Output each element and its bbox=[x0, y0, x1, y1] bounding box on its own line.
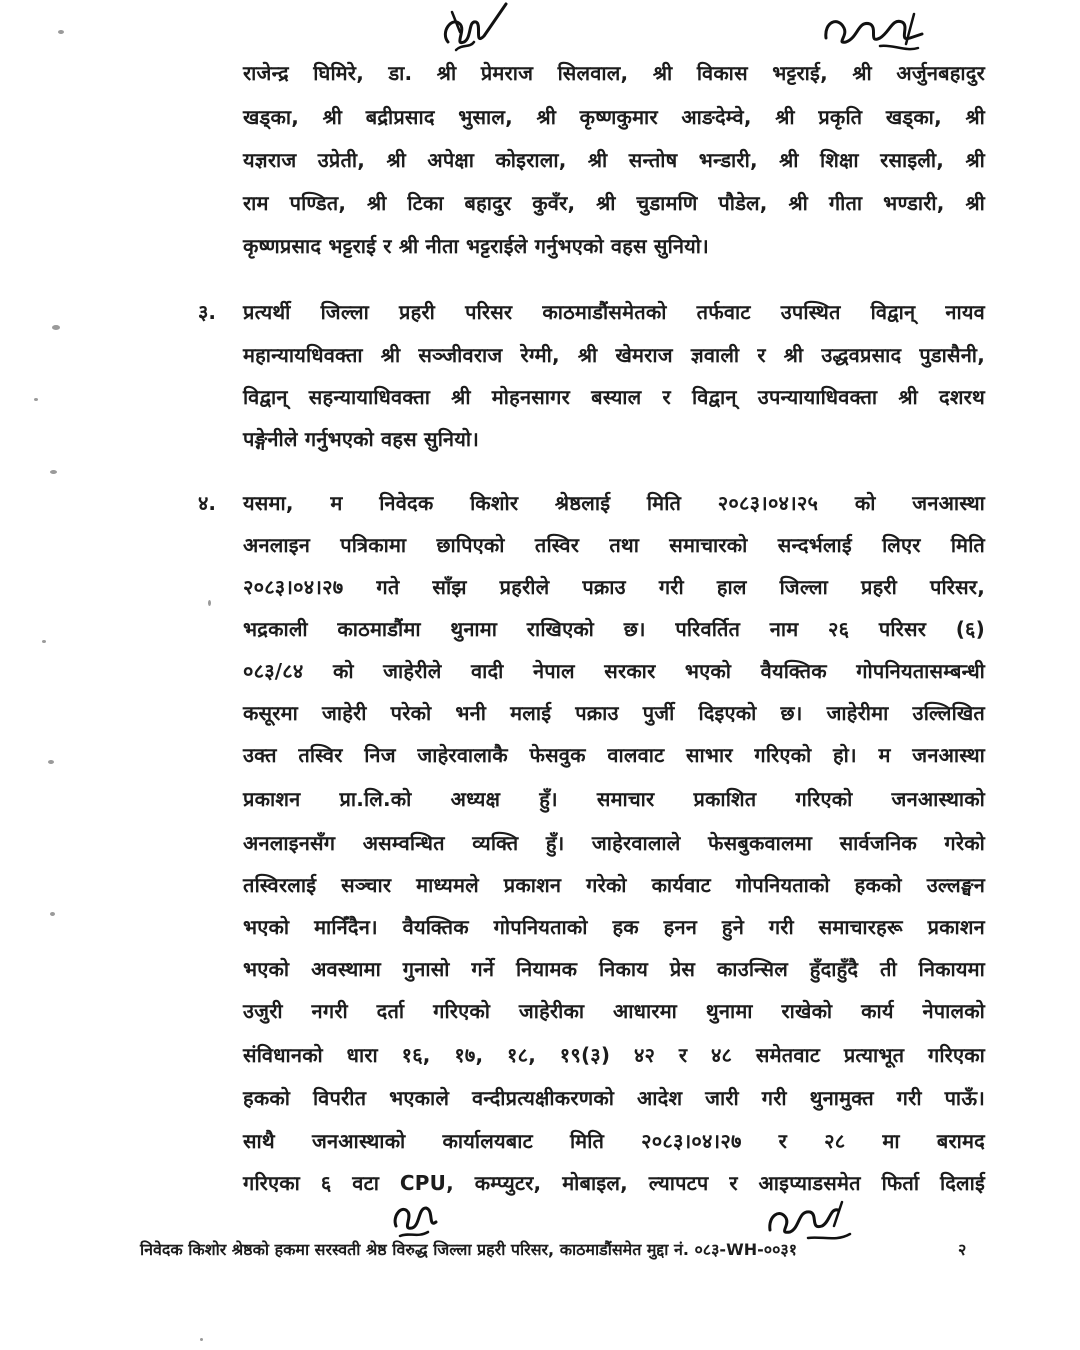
text-line: तस्विरलाई सञ्चार माध्यमले प्रकाशन गरेको कार्यवाट गोपनियताको हकको उल्लङ्घन bbox=[243, 873, 985, 897]
text-line: खड्का, श्री बद्रीप्रसाद भुसाल, श्री कृष्णकुमार आङदेम्वे, श्री प्रकृति खड्का, श्री bbox=[243, 105, 985, 129]
text-line: ०८३/८४ को जाहेरीले वादी नेपाल सरकार भएको वैयक्तिक गोपनियतासम्बन्धी bbox=[243, 659, 985, 683]
text-line: प्रत्यर्थी जिल्ला प्रहरी परिसर काठमाडौंसमेतको तर्फवाट उपस्थित विद्वान् नायव bbox=[243, 300, 985, 324]
text-line: भएको मानिँदैन। वैयक्तिक गोपनियताको हक हनन हुने गरी समाचारहरू प्रकाशन bbox=[243, 915, 985, 939]
text-line: हकको विपरीत भएकाले वन्दीप्रत्यक्षीकरणको आदेश जारी गरी थुनामुक्त गरी पाऊँ। bbox=[243, 1086, 985, 1110]
text-line: कसूरमा जाहेरी परेको भनी मलाई पक्राउ पुर्जी दिइएको छ। जाहेरीमा उल्लिखित bbox=[243, 701, 985, 725]
text-line: राम पण्डित, श्री टिका बहादुर कुवँर, श्री चुडामणि पौडेल, श्री गीता भण्डारी, श्री bbox=[243, 191, 985, 215]
text-line: गरिएका ६ वटा CPU, कम्प्युटर, मोबाइल, ल्यापटप र आइप्याडसमेत फिर्ता दिलाई bbox=[243, 1171, 985, 1195]
footer-case-title: निवेदक किशोर श्रेष्ठको हकमा सरस्वती श्रेष्ठ विरुद्ध जिल्ला प्रहरी परिसर, काठमाडौंसमेत मुद्दा नं. ०८३-WH-००३१ bbox=[140, 1240, 798, 1259]
text-line: संविधानको धारा १६, १७, १८, १९(३) ४२ र ४८ समेतवाट प्रत्याभूत गरिएका bbox=[243, 1043, 985, 1067]
signature-bottom-left bbox=[388, 1196, 442, 1244]
text-line: यज्ञराज उप्रेती, श्री अपेक्षा कोइराला, श्री सन्तोष भन्डारी, श्री शिक्षा रसाइली, श्री bbox=[243, 148, 985, 172]
paragraph-number: ४. bbox=[198, 491, 216, 515]
text-line: २०८३।०४।२७ गते साँझ प्रहरीले पक्राउ गरी हाल जिल्ला प्रहरी परिसर, bbox=[243, 575, 985, 599]
text-line: यसमा, म निवेदक किशोर श्रेष्ठलाई मिति २०८३।०४।२५ को जनआस्था bbox=[243, 491, 985, 515]
text-line: उक्त तस्विर निज जाहेरवालाकै फेसवुक वालवाट साभार गरिएको हो। म जनआस्था bbox=[243, 743, 985, 767]
text-line: महान्यायधिवक्ता श्री सञ्जीवराज रेग्मी, श्री खेमराज ज्ञवाली र श्री उद्धवप्रसाद पुडासैनी, bbox=[243, 343, 985, 367]
text-line: विद्वान् सहन्यायाधिवक्ता श्री मोहनसागर बस्याल र विद्वान् उपन्यायाधिवक्ता श्री दशरथ bbox=[243, 385, 985, 409]
text-line: उजुरी नगरी दर्ता गरिएको जाहेरीका आधारमा थुनामा राखेको कार्य नेपालको bbox=[243, 999, 985, 1023]
text-line: साथै जनआस्थाको कार्यालयबाट मिति २०८३।०४।२७ र २८ मा बरामद bbox=[243, 1129, 985, 1153]
text-line: भद्रकाली काठमाडौंमा थुनामा राखिएको छ। परिवर्तित नाम २६ परिसर (६) bbox=[243, 617, 985, 641]
text-line: राजेन्द्र घिमिरे, डा. श्री प्रेमराज सिलवाल, श्री विकास भट्टराई, श्री अर्जुनबहादुर bbox=[243, 61, 985, 85]
paragraph-number: ३. bbox=[198, 300, 216, 324]
text-line: अनलाइनसँग असम्वन्धित व्यक्ति हुँ। जाहेरवालाले फेसबुकवालमा सार्वजनिक गरेको bbox=[243, 831, 985, 855]
page-number: २ bbox=[958, 1240, 967, 1259]
text-line: कृष्णप्रसाद भट्टराई र श्री नीता भट्टराईले गर्नुभएको वहस सुनियो। bbox=[243, 234, 709, 258]
text-line: अनलाइन पत्रिकामा छापिएको तस्विर तथा समाचारको सन्दर्भलाई लिएर मिति bbox=[243, 533, 985, 557]
scan-edge bbox=[0, 0, 60, 1350]
text-line: प्रकाशन प्रा.लि.को अध्यक्ष हुँ। समाचार प्रकाशित गरिएको जनआस्थाको bbox=[243, 787, 985, 811]
text-line: पङ्गेनीले गर्नुभएको वहस सुनियो। bbox=[243, 427, 479, 451]
text-line: भएको अवस्थामा गुनासो गर्ने नियामक निकाय प्रेस काउन्सिल हुँदाहुँदै ती निकायमा bbox=[243, 957, 985, 981]
signature-top-left bbox=[430, 2, 510, 64]
